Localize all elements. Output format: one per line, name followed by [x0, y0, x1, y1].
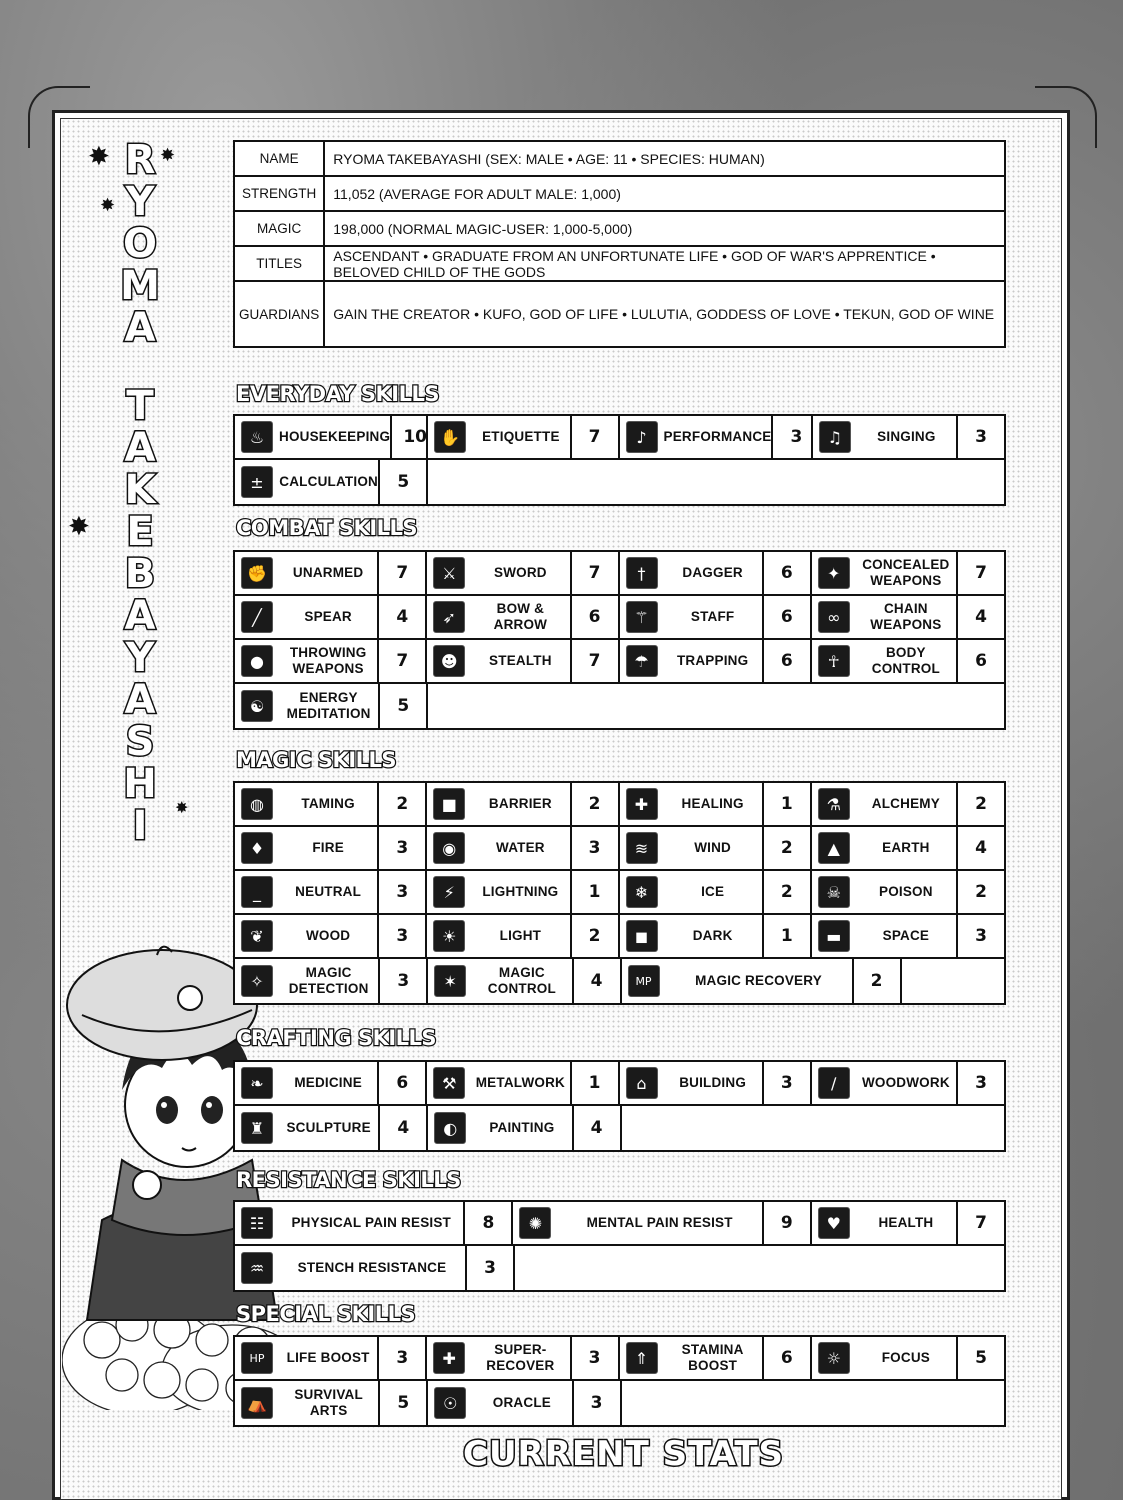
profile-row — [234, 246, 1005, 281]
skill-row — [235, 684, 1004, 728]
profile-value: RYOMA TAKEBAYASHI (SEX: MALE • AGE: 11 • SPECIES: HUMAN) — [324, 141, 1005, 176]
skills-grid-magic — [233, 781, 1006, 1005]
skill-row — [235, 871, 1004, 915]
profile-row — [234, 141, 1005, 176]
hammer-icon: ⚒ — [433, 1067, 465, 1099]
skill-cell — [235, 959, 428, 1003]
skill-level: 6 — [762, 596, 810, 638]
skills-grid-crafting — [233, 1060, 1006, 1152]
skill-cell — [235, 1246, 515, 1290]
name-letter: M — [120, 263, 160, 309]
profile-value: 198,000 (NORMAL MAGIC-USER: 1,000-5,000) — [324, 211, 1005, 246]
profile-row — [234, 176, 1005, 211]
skill-level: 5 — [378, 460, 426, 504]
skill-cell — [428, 959, 621, 1003]
skill-level: 4 — [956, 827, 1004, 869]
shuriken-icon: ✦ — [818, 557, 850, 589]
name-letter: H — [123, 761, 157, 807]
skill-level: 7 — [570, 640, 618, 682]
skill-name: SWORD — [494, 565, 547, 581]
space-icon: ▬ — [818, 920, 850, 952]
page-title-current-stats: CURRENT STATS — [463, 1434, 785, 1474]
skill-cell — [812, 827, 1004, 869]
skill-cell — [620, 915, 812, 957]
name-letter: S — [125, 719, 155, 765]
skills-grid-special — [233, 1335, 1006, 1427]
name-letter: A — [124, 677, 156, 723]
skill-row — [235, 1381, 1004, 1425]
bomb-icon: ● — [241, 645, 273, 677]
skill-cell — [235, 684, 428, 728]
mask-icon: ☻ — [433, 645, 465, 677]
skill-cell — [427, 783, 619, 825]
sparkle-icon: ✸ — [68, 512, 90, 542]
skill-name: HEALTH — [878, 1215, 934, 1231]
skill-cell — [235, 1202, 513, 1244]
trap-icon: ☂ — [626, 645, 658, 677]
skill-level: 5 — [956, 1337, 1004, 1379]
skill-name: PHYSICAL PAIN RESIST — [291, 1215, 451, 1231]
chef-hat-icon: ♨ — [241, 421, 273, 453]
section-title-special: SPECIAL SKILLS — [236, 1302, 416, 1326]
skill-cell — [235, 552, 427, 594]
chisel-icon: ♜ — [241, 1112, 273, 1144]
skill-name: PAINTING — [489, 1120, 555, 1136]
skill-level: 3 — [570, 1337, 618, 1379]
skill-level: 6 — [956, 640, 1004, 682]
name-letter: T — [126, 383, 154, 429]
skill-name: SPACE — [882, 928, 930, 944]
skill-name: ENERGY MEDITATION — [286, 690, 371, 721]
skill-name: METALWORK — [475, 1075, 566, 1091]
skill-cell — [427, 915, 619, 957]
skill-cell — [620, 1062, 812, 1104]
profile-row — [234, 211, 1005, 246]
sun-icon: ☀ — [433, 920, 465, 952]
skill-name: CONCEALED WEAPONS — [862, 557, 950, 588]
skill-level: 7 — [570, 552, 618, 594]
skill-level: 3 — [465, 1246, 513, 1290]
house-icon: ⌂ — [626, 1067, 658, 1099]
skill-name: UNARMED — [292, 565, 364, 581]
skill-row — [235, 1337, 1004, 1381]
flask-icon: ⚗ — [818, 788, 850, 820]
lightning-icon: ⚡ — [433, 876, 465, 908]
stench-icon: ♒ — [241, 1252, 273, 1284]
skill-name: STEALTH — [489, 653, 552, 669]
people-icon: ☷ — [241, 1207, 273, 1239]
skill-level: 7 — [377, 640, 425, 682]
skill-cell — [235, 1062, 427, 1104]
skill-cell — [812, 552, 1004, 594]
skill-cell — [235, 1337, 427, 1379]
skill-row — [235, 915, 1004, 959]
skill-name: TRAPPING — [676, 653, 749, 669]
skill-cell — [427, 552, 619, 594]
violin-icon: ♪ — [626, 421, 658, 453]
stamina-icon: ⇑ — [626, 1342, 658, 1374]
skill-cell — [235, 640, 427, 682]
skill-cell — [235, 460, 428, 504]
skill-row — [235, 959, 1004, 1003]
music-icon: ♫ — [819, 421, 851, 453]
skill-level: 10 — [390, 416, 438, 458]
skill-name: PERFORMANCE — [663, 429, 772, 445]
section-title-magic: MAGIC SKILLS — [236, 748, 397, 772]
skill-row — [235, 827, 1004, 871]
skill-cell — [428, 416, 619, 458]
name-letter: E — [126, 509, 154, 555]
skill-level: 2 — [570, 915, 618, 957]
skill-level: 5 — [378, 684, 426, 728]
skill-row — [235, 416, 1004, 460]
dark-icon: ◼ — [626, 920, 658, 952]
survival-icon: ⛺ — [241, 1387, 273, 1419]
skill-name: STAFF — [690, 609, 735, 625]
dagger-icon: † — [626, 557, 658, 589]
skill-level: 3 — [377, 1337, 425, 1379]
mp-icon: MP — [628, 965, 660, 997]
skill-level: 1 — [762, 783, 810, 825]
palette-icon: ◐ — [434, 1112, 466, 1144]
cross-icon: ✚ — [626, 788, 658, 820]
skill-name: HEALING — [681, 796, 744, 812]
skill-name: SUPER-RECOVER — [486, 1342, 555, 1373]
skill-cell — [427, 596, 619, 638]
skill-cell — [812, 1337, 1004, 1379]
skill-name: ICE — [701, 884, 725, 900]
skill-cell — [622, 959, 902, 1003]
skill-level: 6 — [762, 552, 810, 594]
skill-name: ORACLE — [492, 1395, 551, 1411]
skill-name: SINGING — [877, 429, 936, 445]
bow-icon: ➶ — [433, 601, 465, 633]
body-icon: ☥ — [818, 645, 850, 677]
skill-cell — [620, 871, 812, 913]
skill-row — [235, 596, 1004, 640]
leaf-icon: ❦ — [241, 920, 273, 952]
name-letter: O — [122, 221, 157, 267]
skill-name: SCULPTURE — [286, 1120, 371, 1136]
brain-icon: ✺ — [519, 1207, 551, 1239]
detect-icon: ✧ — [241, 965, 273, 997]
skill-level: 3 — [377, 915, 425, 957]
ice-icon: ❄ — [626, 876, 658, 908]
skill-level: 6 — [570, 596, 618, 638]
skill-row — [235, 783, 1004, 827]
skill-level: 2 — [570, 783, 618, 825]
skill-level: 2 — [762, 827, 810, 869]
empty-cell — [428, 684, 1004, 728]
math-icon: ± — [241, 466, 273, 498]
skill-level: 3 — [377, 827, 425, 869]
skull-icon: ☠ — [818, 876, 850, 908]
skill-cell — [620, 640, 812, 682]
skill-name: WOOD — [305, 928, 351, 944]
skill-level: 3 — [377, 871, 425, 913]
skill-cell — [428, 1106, 621, 1150]
skill-cell — [427, 1062, 619, 1104]
skill-name: ETIQUETTE — [482, 429, 560, 445]
skill-cell — [620, 827, 812, 869]
skill-name: BARRIER — [488, 796, 552, 812]
skill-name: BOW & ARROW — [493, 601, 548, 632]
skill-row — [235, 1062, 1004, 1106]
profile-value: 11,052 (AVERAGE FOR ADULT MALE: 1,000) — [324, 176, 1005, 211]
skill-name: STAMINA BOOST — [681, 1342, 744, 1373]
section-title-combat: COMBAT SKILLS — [236, 516, 418, 540]
skill-level: 7 — [377, 552, 425, 594]
skill-level: 9 — [762, 1202, 810, 1244]
profile-key: STRENGTH — [234, 176, 324, 211]
skill-level: 1 — [762, 915, 810, 957]
skill-name: WIND — [694, 840, 732, 856]
section-title-crafting: CRAFTING SKILLS — [236, 1026, 437, 1050]
skill-cell — [235, 915, 427, 957]
sparkle-icon: ✸ — [88, 142, 110, 172]
name-letter: A — [124, 425, 156, 471]
profile-key: GUARDIANS — [234, 281, 324, 347]
skill-cell — [812, 871, 1004, 913]
spear-icon: ╱ — [241, 601, 273, 633]
skill-level: 7 — [570, 416, 618, 458]
skill-row — [235, 460, 1004, 504]
skill-name: TAMING — [301, 796, 355, 812]
saw-icon: ∕ — [818, 1067, 850, 1099]
skill-level: 6 — [762, 640, 810, 682]
hp-icon: HP — [241, 1342, 273, 1374]
mountain-icon: ▲ — [818, 832, 850, 864]
herb-icon: ❧ — [241, 1067, 273, 1099]
profile-table — [233, 140, 1006, 348]
skill-row — [235, 1106, 1004, 1150]
skill-name: MENTAL PAIN RESIST — [586, 1215, 733, 1231]
slime-icon: ◍ — [241, 788, 273, 820]
name-letter: A — [124, 593, 156, 639]
empty-cell — [428, 460, 1004, 504]
skill-level: 3 — [570, 827, 618, 869]
skill-name: MEDICINE — [294, 1075, 362, 1091]
skills-grid-combat — [233, 550, 1006, 730]
skill-name: MAGIC DETECTION — [288, 965, 369, 996]
skill-name: BUILDING — [679, 1075, 747, 1091]
skill-level: 2 — [377, 783, 425, 825]
bulb-icon: ☼ — [818, 1342, 850, 1374]
profile-value: ASCENDANT • GRADUATE FROM AN UNFORTUNATE LIFE • GOD OF WAR'S APPRENTICE • BELOVED CHILD OF THE GODS — [324, 246, 1005, 281]
skill-name: HOUSEKEEPING — [279, 429, 391, 445]
skill-cell — [235, 596, 427, 638]
skill-name: ALCHEMY — [871, 796, 940, 812]
section-title-everyday: EVERYDAY SKILLS — [236, 382, 439, 406]
skill-level: 4 — [377, 596, 425, 638]
skill-name: STENCH RESISTANCE — [297, 1260, 447, 1276]
skill-level: 3 — [771, 416, 819, 458]
oracle-icon: ☉ — [434, 1387, 466, 1419]
skills-grid-everyday — [233, 414, 1006, 506]
empty-cell — [622, 1381, 1005, 1425]
skill-cell — [620, 416, 813, 458]
skill-cell — [427, 871, 619, 913]
skill-level: 3 — [762, 1062, 810, 1104]
skill-cell — [427, 827, 619, 869]
skill-level: 4 — [956, 596, 1004, 638]
skill-level: 4 — [572, 959, 620, 1003]
flame-icon: ♦ — [241, 832, 273, 864]
skill-level: 2 — [852, 959, 900, 1003]
skill-level: 4 — [378, 1106, 426, 1150]
skill-level: 3 — [378, 959, 426, 1003]
section-title-resistance: RESISTANCE SKILLS — [236, 1168, 461, 1192]
skill-level: 3 — [956, 416, 1004, 458]
name-letter: R — [124, 137, 156, 183]
name-letter: I — [132, 803, 148, 849]
skill-cell — [235, 1106, 428, 1150]
skill-name: CALCULATION — [279, 474, 378, 490]
skill-level: 2 — [956, 871, 1004, 913]
neutral-icon: _ — [241, 876, 273, 908]
skill-name: LIGHT — [499, 928, 542, 944]
health-icon: ♥ — [818, 1207, 850, 1239]
skill-name: FIRE — [312, 840, 344, 856]
chain-icon: ∞ — [818, 601, 850, 633]
skill-row — [235, 1246, 1004, 1290]
skill-level: 5 — [378, 1381, 426, 1425]
cube-icon: ■ — [433, 788, 465, 820]
skill-cell — [812, 1202, 1004, 1244]
skill-level: 6 — [377, 1062, 425, 1104]
hand-icon: ✋ — [434, 421, 466, 453]
skill-level: 3 — [956, 1062, 1004, 1104]
skill-name: FOCUS — [881, 1350, 930, 1366]
skill-row — [235, 1202, 1004, 1246]
profile-value: GAIN THE CREATOR • KUFO, GOD OF LIFE • LULUTIA, GODDESS OF LOVE • TEKUN, GOD OF WINE — [324, 281, 1005, 347]
skill-name: WOODWORK — [861, 1075, 950, 1091]
skill-name: POISON — [879, 884, 933, 900]
skill-cell — [620, 783, 812, 825]
skill-cell — [235, 783, 427, 825]
staff-icon: ⚚ — [626, 601, 658, 633]
skill-cell — [812, 783, 1004, 825]
character-name-vertical — [110, 137, 170, 849]
skill-name: SURVIVAL ARTS — [294, 1387, 363, 1418]
skill-name: EARTH — [882, 840, 930, 856]
skill-name: NEUTRAL — [295, 884, 362, 900]
sword-icon: ⚔ — [433, 557, 465, 589]
cross-icon: ✚ — [433, 1342, 465, 1374]
skill-level: 1 — [570, 1062, 618, 1104]
skill-name: SPEAR — [304, 609, 352, 625]
skill-name: LIFE BOOST — [286, 1350, 370, 1366]
sparkle-icon: ✸ — [100, 195, 116, 216]
sparkle-icon: ✸ — [160, 145, 176, 166]
meditation-icon: ☯ — [241, 690, 273, 722]
skill-cell — [812, 915, 1004, 957]
skill-cell — [620, 596, 812, 638]
skill-cell — [812, 596, 1004, 638]
skill-row — [235, 640, 1004, 684]
name-letter: A — [124, 305, 156, 351]
skill-cell — [513, 1202, 811, 1244]
skill-cell — [620, 1337, 812, 1379]
skill-cell — [620, 552, 812, 594]
name-letter: Y — [125, 635, 155, 681]
skill-cell — [813, 416, 1004, 458]
skill-name: BODY CONTROL — [871, 645, 940, 676]
skill-level: 4 — [572, 1106, 620, 1150]
name-letter: K — [124, 467, 156, 513]
skill-level: 7 — [956, 1202, 1004, 1244]
name-letter: B — [124, 551, 156, 597]
tornado-icon: ≋ — [626, 832, 658, 864]
skill-name: CHAIN WEAPONS — [870, 601, 942, 632]
profile-key: MAGIC — [234, 211, 324, 246]
skill-name: MAGIC CONTROL — [487, 965, 556, 996]
skill-level: 2 — [956, 783, 1004, 825]
profile-row — [234, 281, 1005, 347]
skill-cell — [235, 871, 427, 913]
skill-cell — [235, 1381, 428, 1425]
skill-name: THROWING WEAPONS — [289, 645, 367, 676]
water-icon: ◉ — [433, 832, 465, 864]
skill-cell — [812, 640, 1004, 682]
skill-cell — [235, 416, 428, 458]
skill-cell — [427, 640, 619, 682]
name-letter: Y — [125, 179, 155, 225]
skills-grid-resistance — [233, 1200, 1006, 1292]
sparkle-icon: ✸ — [175, 798, 189, 817]
profile-key: TITLES — [234, 246, 324, 281]
skill-level: 1 — [570, 871, 618, 913]
skill-cell — [428, 1381, 621, 1425]
skill-level: 3 — [572, 1381, 620, 1425]
skill-name: WATER — [496, 840, 545, 856]
empty-cell — [902, 959, 1005, 1003]
skill-level: 2 — [762, 871, 810, 913]
skill-name: DARK — [692, 928, 733, 944]
skill-cell — [427, 1337, 619, 1379]
skill-level: 8 — [463, 1202, 511, 1244]
skill-cell — [812, 1062, 1004, 1104]
skill-level: 7 — [956, 552, 1004, 594]
skill-level: 3 — [956, 915, 1004, 957]
skill-cell — [235, 827, 427, 869]
skill-name: MAGIC RECOVERY — [695, 973, 822, 989]
fist-icon: ✊ — [241, 557, 273, 589]
skill-row — [235, 552, 1004, 596]
skill-name: LIGHTNING — [482, 884, 559, 900]
skill-level: 6 — [762, 1337, 810, 1379]
control-icon: ✶ — [434, 965, 466, 997]
profile-key: NAME — [234, 141, 324, 176]
skill-name: DAGGER — [682, 565, 743, 581]
empty-cell — [515, 1246, 1004, 1290]
empty-cell — [622, 1106, 1005, 1150]
